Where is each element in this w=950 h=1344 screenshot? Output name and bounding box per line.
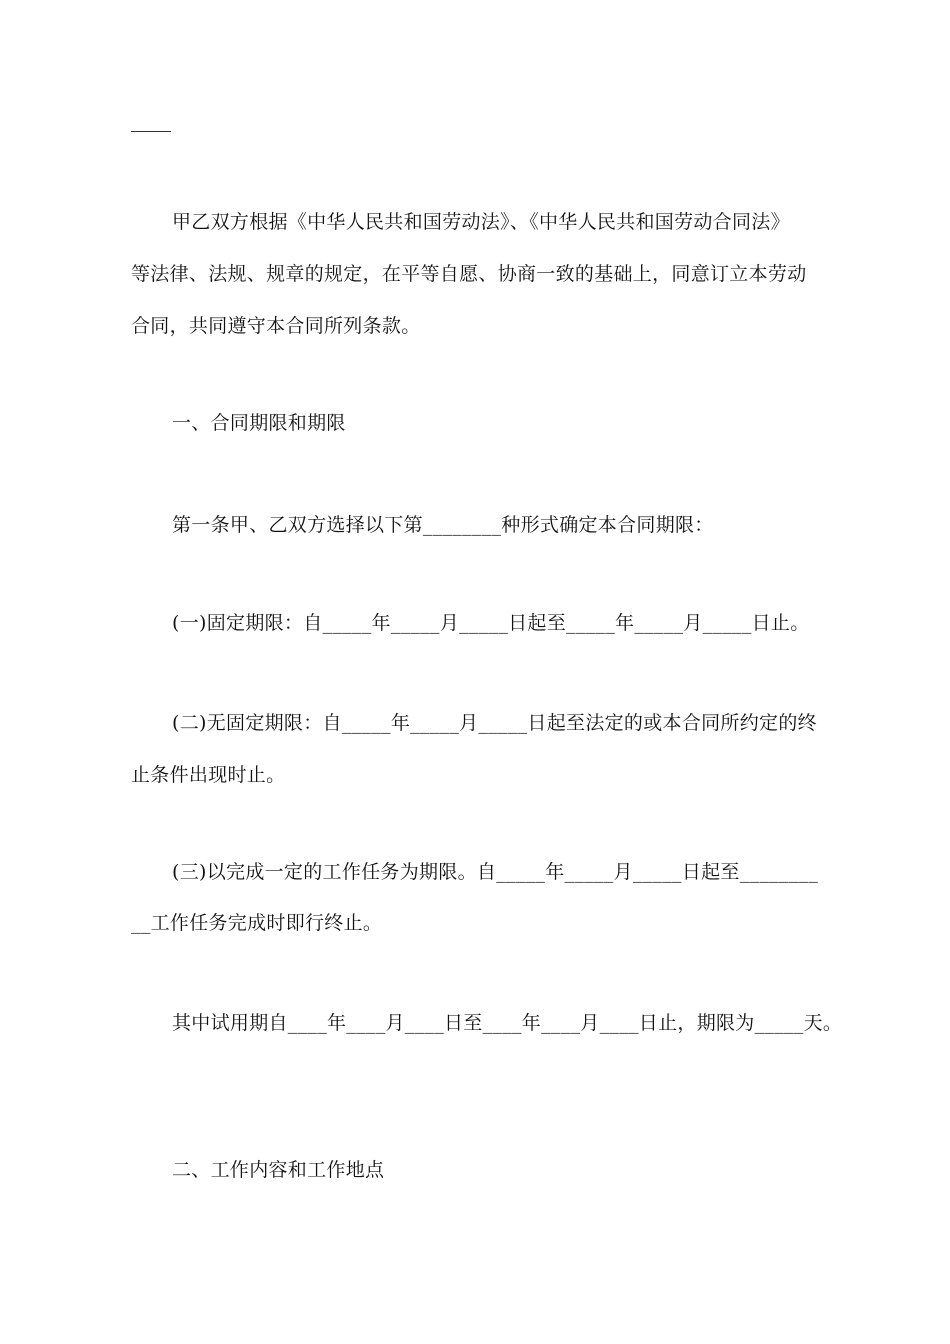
clause-task-term-line-1: (三)以完成一定的工作任务为期限。自_____年_____月_____日起至________ [172,861,819,883]
preamble-line-2: 等法律、法规、规章的规定，在平等自愿、协商一致的基础上，同意订立本劳动 [131,263,807,285]
clause-fixed-term: (一)固定期限：自_____年_____月_____日起至_____年_____月_____日止。 [172,612,810,634]
clause-open-term-line-2: 止条件出现时止。 [131,764,286,786]
top-rule [131,131,171,132]
clause-task-term-line-2: __工作任务完成时即行终止。 [131,912,383,934]
preamble-line-3: 合同，共同遵守本合同所列条款。 [131,315,421,337]
section-heading-1: 一、合同期限和期限 [172,412,346,434]
article-1: 第一条甲、乙双方选择以下第________种形式确定本合同期限： [172,514,714,536]
section-heading-2: 二、工作内容和工作地点 [172,1159,385,1181]
preamble-line-1: 甲乙双方根据《中华人民共和国劳动法》、《中华人民共和国劳动合同法》 [172,211,790,233]
probation-clause: 其中试用期自____年____月____日至____年____月____日止，期限为_____天。 [172,1012,843,1034]
clause-open-term-line-1: (二)无固定期限：自_____年_____月_____日起至法定的或本合同所约定的终 [172,712,817,734]
